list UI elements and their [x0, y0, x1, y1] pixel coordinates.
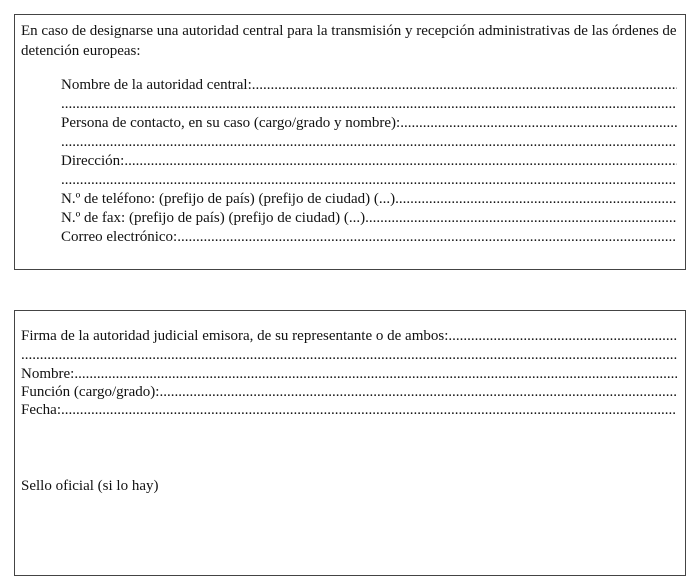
signature-box [14, 310, 686, 576]
address-field[interactable] [61, 152, 677, 170]
dotted-line [21, 346, 677, 364]
contact-person-label: Persona de contacto, en su caso (cargo/grado y nombre): [61, 115, 401, 131]
dotted-line [365, 209, 677, 227]
phone-field[interactable] [61, 190, 677, 208]
email-label: Correo electrónico: [61, 229, 178, 245]
dotted-line [61, 95, 677, 113]
official-seal-label: Sello oficial (si lo hay) [21, 478, 159, 494]
dotted-line [124, 152, 677, 170]
dotted-line [61, 171, 677, 189]
fax-field[interactable] [61, 209, 677, 227]
dotted-line [177, 228, 677, 246]
dotted-line [61, 401, 677, 419]
contact-person-continuation[interactable] [61, 133, 677, 151]
dotted-line [395, 190, 677, 208]
dotted-line [74, 365, 677, 383]
signer-name-label: Nombre: [21, 366, 75, 382]
date-label: Fecha: [21, 402, 61, 418]
dotted-line [448, 327, 677, 345]
contact-person-field[interactable] [61, 114, 677, 132]
email-field[interactable] [61, 228, 677, 246]
dotted-line [61, 133, 677, 151]
function-label: Función (cargo/grado): [21, 384, 160, 400]
address-label: Dirección: [61, 153, 125, 169]
dotted-line [159, 383, 677, 401]
fax-label: N.º de fax: (prefijo de país) (prefijo de ciudad) (...) [61, 210, 366, 226]
signature-label: Firma de la autoridad judicial emisora, de su representante o de ambos: [21, 328, 449, 344]
central-authority-box [14, 14, 686, 270]
dotted-line [400, 114, 677, 132]
central-authority-name-field[interactable] [61, 76, 677, 94]
central-authority-name-continuation[interactable] [61, 95, 677, 113]
date-field[interactable] [21, 401, 677, 419]
address-continuation[interactable] [61, 171, 677, 189]
signature-field[interactable] [21, 327, 677, 345]
central-authority-intro: En caso de designarse una autoridad central para la transmisión y recepción administrativas de las órdenes de detención europeas: [21, 23, 677, 59]
phone-label: N.º de teléfono: (prefijo de país) (prefijo de ciudad) (...) [61, 191, 396, 207]
function-field[interactable] [21, 383, 677, 401]
signature-continuation[interactable] [21, 346, 677, 364]
central-authority-name-label: Nombre de la autoridad central: [61, 77, 252, 93]
signer-name-field[interactable] [21, 365, 677, 383]
dotted-line [252, 76, 677, 94]
